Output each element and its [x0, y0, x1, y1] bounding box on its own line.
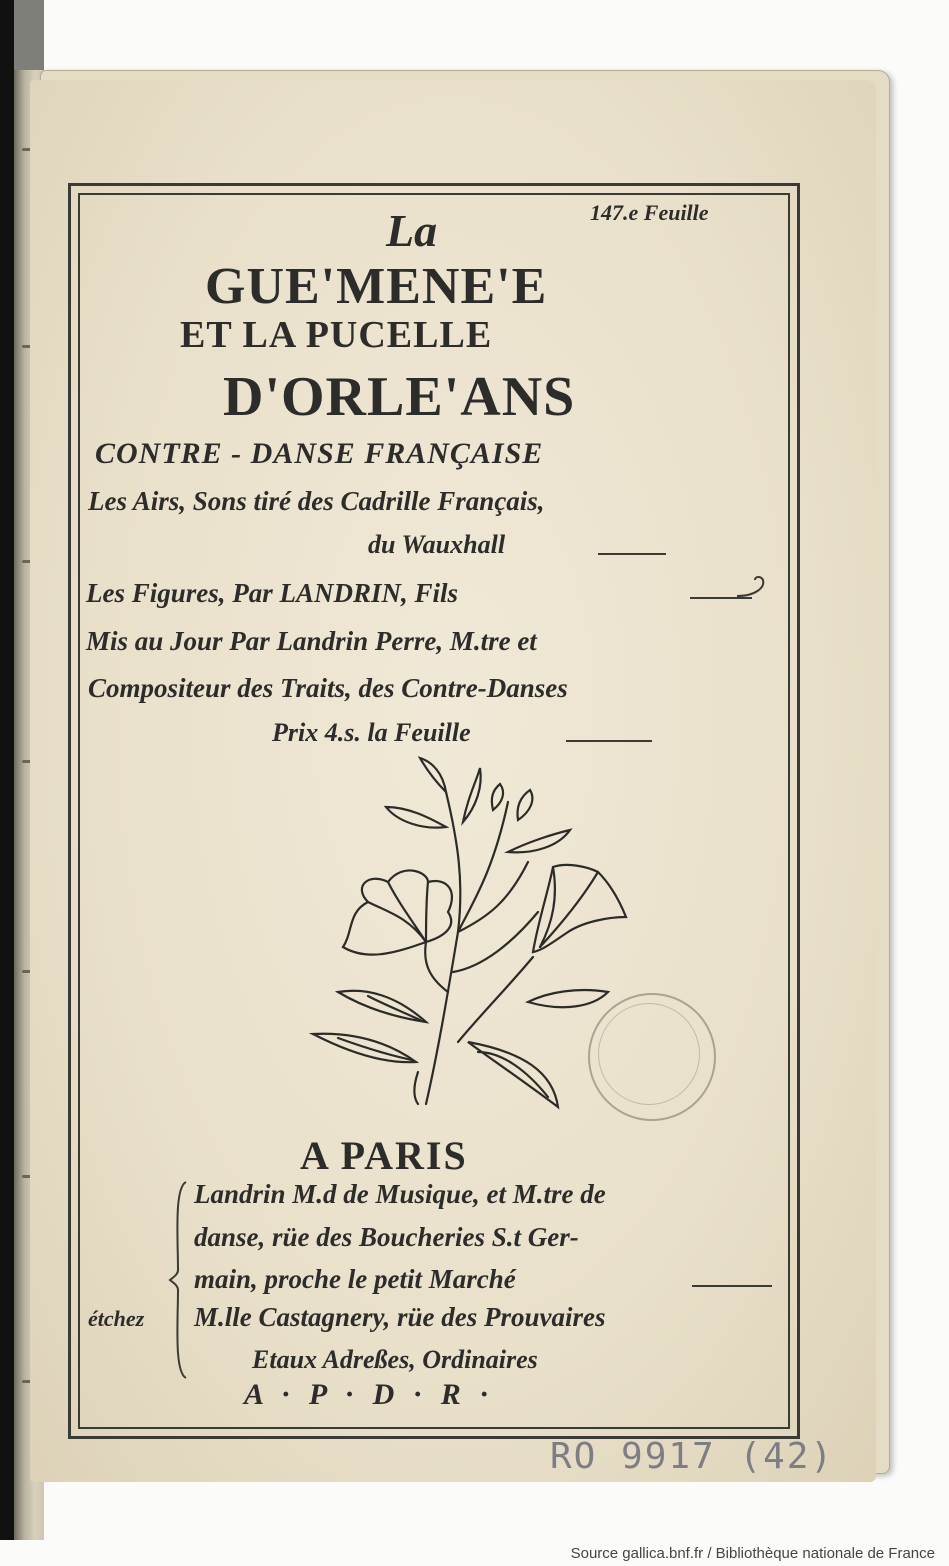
title-line-2: ET LA PUCELLE — [180, 314, 493, 356]
title-line-1: GUE'MENE'E — [205, 258, 548, 315]
title-line-3: D'ORLE'ANS — [223, 366, 576, 428]
figures-credit: Les Figures, Par LANDRIN, Fils — [86, 578, 459, 608]
shelfmark-label: RO 9917 (42) — [550, 1436, 835, 1477]
address-line-5: Etaux Adreßes, Ordinaires — [252, 1345, 538, 1374]
address-line-2: danse, rüe des Boucheries S.t Ger- — [194, 1222, 579, 1252]
binding-shadow — [0, 0, 14, 1540]
airs-line-1: Les Airs, Sons tiré des Cadrille Français, — [88, 486, 545, 516]
imprint-city: A PARIS — [300, 1133, 468, 1178]
library-stamp-inner — [598, 1003, 700, 1105]
chez-label: étchez — [88, 1306, 145, 1331]
genre: CONTRE - DANSE FRANÇAISE — [95, 437, 544, 470]
address-line-4: M.lle Castagnery, rüe des Prouvaires — [194, 1302, 606, 1332]
published-line-2: Compositeur des Traits, des Contre-Danses — [88, 673, 568, 703]
address-line-1: Landrin M.d de Musique, et M.tre de — [194, 1179, 606, 1209]
airs-line-2: du Wauxhall — [368, 530, 506, 559]
price: Prix 4.s. la Feuille — [272, 718, 471, 747]
flourish-icon — [735, 574, 769, 600]
privilege: A · P · D · R · — [244, 1378, 494, 1411]
title-article: La — [386, 205, 438, 256]
address-line-3: main, proche le petit Marché — [194, 1264, 516, 1294]
brace-icon — [168, 1180, 190, 1380]
sheet-number: 147.e Feuille — [590, 200, 709, 225]
published-line-1: Mis au Jour Par Landrin Perre, M.tre et — [86, 626, 537, 656]
source-footer: Source gallica.bnf.fr / Bibliothèque nationale de France — [570, 1545, 935, 1562]
